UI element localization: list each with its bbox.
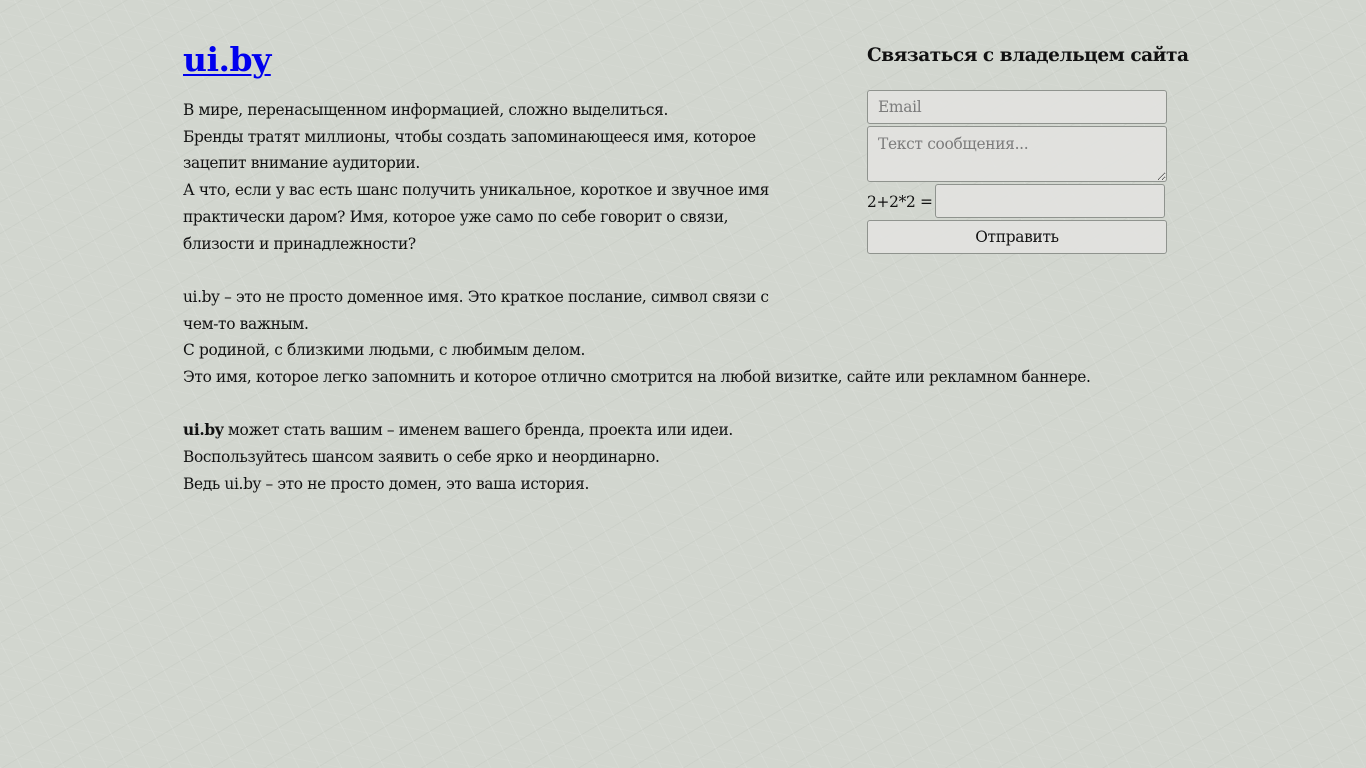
paragraph-spacer [183,391,1168,418]
text-line: Бренды тратят миллионы, чтобы создать запоминающееся имя, которое [183,127,756,146]
domain-name-bold: ui.by [183,421,224,440]
submit-button[interactable]: Отправить [867,220,1167,254]
text-line: Это имя, которое легко запомнить и которое отлично смотрится на любой визитке, сайте или рекламном баннере. [183,368,1091,387]
site-title-link[interactable]: ui.by [183,40,271,79]
text-line: чем-то важным. [183,314,309,333]
text-line: А что, если у вас есть шанс получить уникальное, короткое и звучное имя [183,181,769,200]
text-line: практически даром? Имя, которое уже само по себе говорит о связи, [183,207,729,226]
text-line: Ведь ui.by – это не просто домен, это ваша история. [183,474,590,493]
text-line: ui.by – это не просто доменное имя. Это краткое послание, символ связи с [183,287,769,306]
text-line-lead [183,417,1168,444]
text-line: зацепит внимание аудитории. [183,154,420,173]
captcha-label: 2+2*2 = [867,193,933,211]
text-line: В мире, перенасыщенном информацией, сложно выделиться. [183,101,668,119]
site-title [183,38,271,82]
captcha-input[interactable] [935,184,1165,218]
text-line: близости и принадлежности? [183,234,416,253]
email-field[interactable] [867,90,1167,124]
lead-text: может стать вашим – именем вашего бренда, проекта или идеи. [223,421,733,440]
text-line: С родиной, с близкими людьми, с любимым делом. [183,341,586,360]
text-line: Воспользуйтесь шансом заявить о себе ярко и неординарно. [183,448,660,467]
contact-form [867,40,1189,246]
message-field[interactable] [867,126,1167,182]
paragraph-spacer [183,257,1168,284]
contact-title: Связаться с владельцем сайта [867,45,1189,66]
